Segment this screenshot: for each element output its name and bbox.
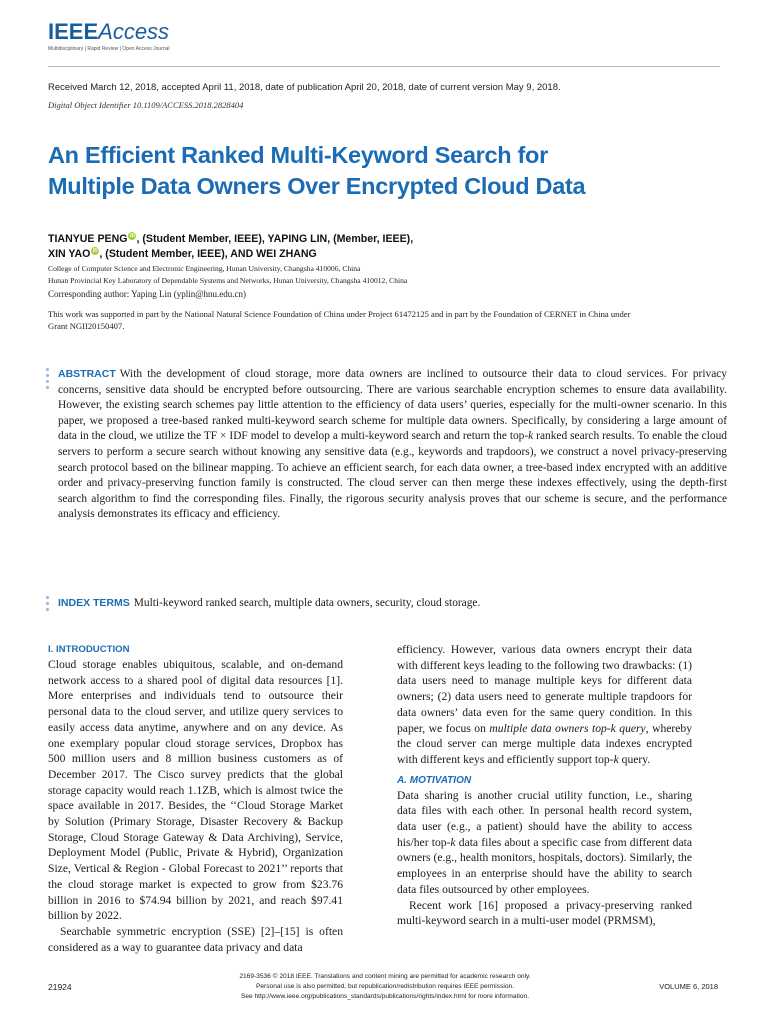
logo-access: Access bbox=[98, 19, 170, 44]
paper-title bbox=[48, 140, 688, 202]
received-dates: Received March 12, 2018, accepted April 11, 2018, date of publication April 20, 2018, date of current version May 9, 2018. bbox=[48, 82, 561, 93]
authors-line-1 bbox=[48, 232, 708, 247]
authors-line-2 bbox=[48, 247, 708, 262]
authors-text: , (Student Member, IEEE), AND WEI ZHANG bbox=[99, 248, 317, 260]
index-terms-text: Multi-keyword ranked search, multiple data owners, security, cloud storage. bbox=[133, 597, 481, 609]
abstract-marker bbox=[46, 368, 50, 392]
page-number: 21924 bbox=[48, 982, 72, 992]
abstract-text-2: ranked search results. To enable the cloud servers to perform a secure search without knowing any sensitive data (e.g., keywords and trapdoors), we construct a novel privacy-preserving search protocol based on the bilinear mapping. To achieve an efficient search, for each data owner, a tree-based index encrypted with an additive order and privacy-preserving function family is constructed. The cloud server can then merge these indexes effectively, using the depth-first search algorithm to find the corresponding files. Finally, the rigorous security analysis proves that our scheme is secure, and the performance analysis demonstrates its efficacy and efficiency. bbox=[58, 430, 727, 521]
abstract-heading: ABSTRACT bbox=[58, 368, 116, 380]
paragraph bbox=[397, 642, 692, 768]
corresponding-author: Corresponding author: Yaping Lin (yplin@hnu.edu.cn) bbox=[48, 289, 247, 299]
text-run: Data sharing is another crucial utility function, i.e., sharing data files with each other. In personal health record system, data user (e.g., a patient) should have the ability to access his/her top- bbox=[397, 788, 692, 849]
subsection-heading-motivation: A. MOTIVATION bbox=[397, 774, 472, 786]
abstract bbox=[58, 367, 727, 523]
footer-line: Personal use is also permitted, but republication/redistribution requires IEEE permission. bbox=[255, 983, 515, 990]
orcid-icon[interactable]: iD bbox=[129, 233, 135, 240]
abstract-k: k bbox=[528, 430, 534, 443]
text-run: efficiency. However, various data owners encrypt their data with different keys leading to the following two drawbacks: (1) data users need to manage multiple keys for different data owners; (2) data users need to generate multiple trapdoors for data owners’ data even for the same query condition. In this paper, we focus on bbox=[397, 643, 692, 735]
footer-link[interactable]: See http://www.ieee.org/publications_standards/publications/rights/index.html for more information. bbox=[240, 993, 530, 1000]
text-run: query. bbox=[618, 752, 651, 766]
emphasis: k bbox=[450, 835, 456, 849]
emphasis: multiple data owners top-k query bbox=[489, 721, 646, 735]
copyright-footer bbox=[190, 972, 580, 1002]
footer-line: 2169-3536 © 2018 IEEE. Translations and content mining are permitted for academic research only. bbox=[239, 973, 531, 980]
paragraph: Recent work [16] proposed a privacy-preserving ranked multi-keyword search in a multi-user model (PRMSM), bbox=[397, 898, 692, 928]
paragraph: Searchable symmetric encryption (SSE) [2]–[15] is often considered as a way to guarantee data privacy and data bbox=[48, 924, 343, 954]
paragraph bbox=[397, 788, 692, 898]
right-column bbox=[397, 642, 692, 929]
index-terms bbox=[58, 596, 727, 612]
emphasis: k bbox=[613, 752, 619, 766]
authors bbox=[48, 232, 708, 262]
affiliation-2: Hunan Provincial Key Laboratory of Dependable Systems and Networks, Hunan University, Changsha 410012, China bbox=[48, 276, 408, 285]
section-heading-introduction: I. INTRODUCTION bbox=[48, 644, 130, 655]
author-name[interactable]: TIANYUE PENG bbox=[48, 233, 128, 245]
text-run: , whereby the cloud server can merge multiple data indexes encrypted with different keys and efficiently support top- bbox=[397, 721, 693, 766]
left-column bbox=[48, 642, 343, 955]
index-terms-marker bbox=[46, 596, 50, 614]
affiliation-1: College of Computer Science and Electronic Engineering, Hunan University, Changsha 410006, China bbox=[48, 264, 361, 273]
orcid-icon[interactable]: iD bbox=[92, 248, 98, 255]
title-line-2: Multiple Data Owners Over Encrypted Cloud Data bbox=[48, 173, 586, 199]
author-name[interactable]: XIN YAO bbox=[48, 248, 91, 260]
paragraph: Cloud storage enables ubiquitous, scalable, and on-demand network access to a shared pool of digital data resources [1]. More enterprises and individuals tend to outsource their personal data to the cloud server, and utilize query services to easily access data anytime, anywhere and on any device. As one exemplary popular cloud storage services, Dropbox has 500 million users and 8 million business customers as of December 2017. The Cisco survey predicts that the global storage capacity would reach 1.1ZB, which is almost twice the space available in 2017. Besides, the ‘‘Cloud Storage Market by Solution (Primary Storage, Disaster Recovery & Backup Storage, Cloud Storage Gateway & Data Archiving), Service, Deployment Model (Public, Private & Hybrid), Organization Size, Vertical & Region - Global Forecast to 2021’’ reports that the cloud storage market is expected to grow from $23.76 billion in 2016 to $74.94 billion by 2021, and reach $97.41 billion by 2022. bbox=[48, 658, 343, 923]
logo-tagline: Multidisciplinary | Rapid Review | Open Access Journal bbox=[48, 46, 170, 52]
logo-ieee: IEEE bbox=[48, 19, 99, 44]
index-terms-heading: INDEX TERMS bbox=[58, 597, 130, 609]
journal-logo bbox=[48, 20, 169, 44]
abstract-text-1: With the development of cloud storage, more data owners are inclined to outsource their data to cloud services. For privacy concerns, sensitive data should be encrypted before outsourcing. There are various searchable encryption schemes to ensure data availability. However, the existing search schemes pay little attention to the efficiency of data users’ queries, especially for the multi-owner scenario. In this paper, we proposed a tree-based ranked multi-keyword search scheme for multiple data owners. Specifically, by considering a large amount of data in the cloud, we utilize the TF × IDF model to develop a multi-keyword search and return the top- bbox=[58, 368, 727, 443]
title-line-1: An Efficient Ranked Multi-Keyword Search for bbox=[48, 142, 548, 168]
header-divider bbox=[48, 66, 720, 67]
authors-text: , (Student Member, IEEE), YAPING LIN, (Member, IEEE), bbox=[136, 233, 414, 245]
doi[interactable]: Digital Object Identifier 10.1109/ACCESS.2018.2828404 bbox=[48, 100, 244, 110]
funding-note: This work was supported in part by the National Natural Science Foundation of China under Project 61472125 and in part by the Foundation of CERNET in China under Grant NGII20150407. bbox=[48, 309, 631, 331]
text-run: data files about a specific case from different data owners (e.g., health monitors, hospitals, doctors). Similarly, the employees in an enterprise should have the ability to search data files outsourced by other employees. bbox=[397, 835, 692, 896]
volume-label: VOLUME 6, 2018 bbox=[659, 982, 718, 991]
